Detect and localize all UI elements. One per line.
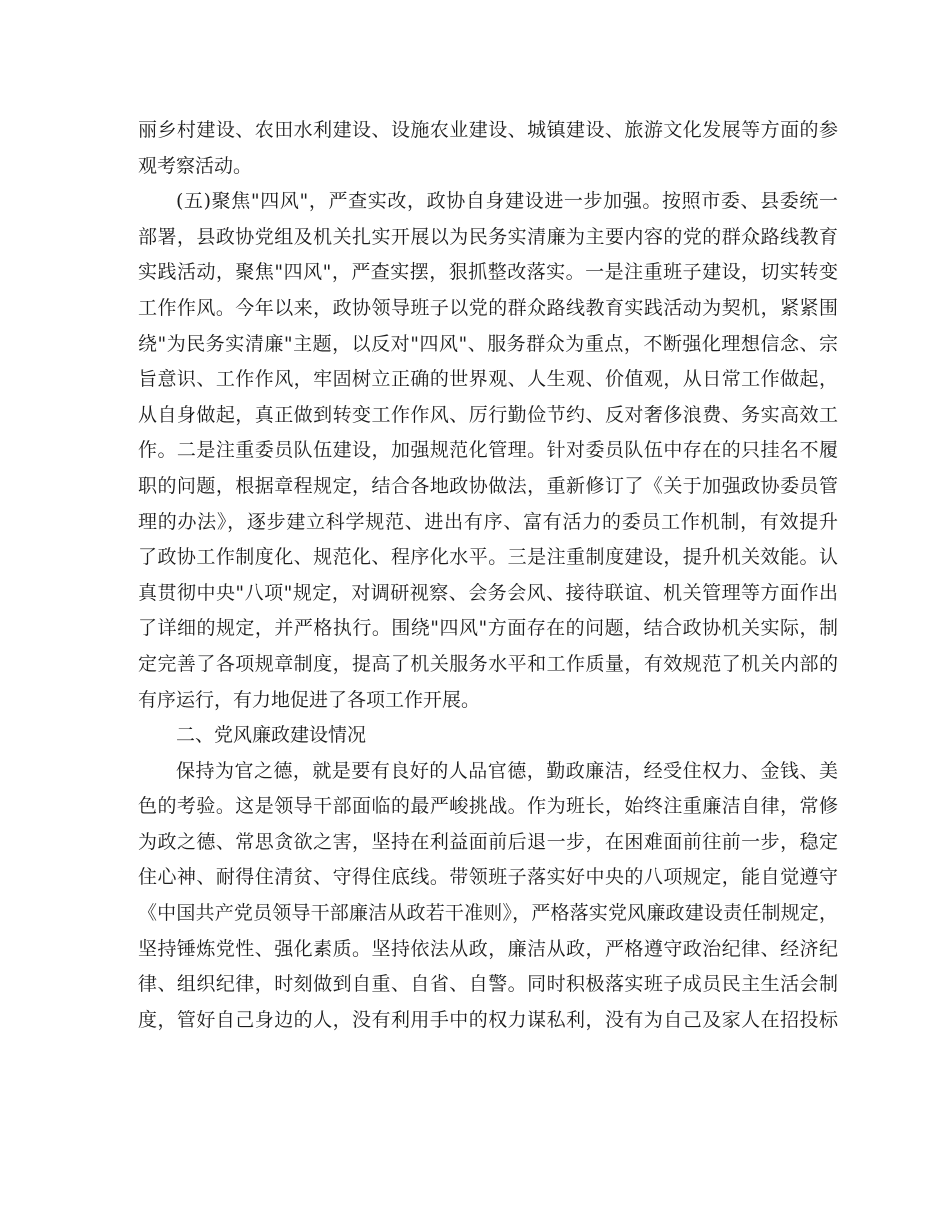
paragraph-line: 了政协工作制度化、规范化、程序化水平。三是注重制度建设，提升机关效能。认 [138, 546, 838, 569]
paragraph-line: 职的问题，根据章程规定，结合各地政协做法，重新修订了《关于加强政协委员管 [138, 474, 838, 497]
paragraph-line: 了详细的规定，并严格执行。围绕"四风"方面存在的问题，结合政协机关实际，制 [138, 617, 838, 640]
paragraph-line: (五)聚焦"四风"，严查实改，政协自身建设进一步加强。按照市委、县委统一 [176, 190, 838, 213]
paragraph-line: 保持为官之德，就是要有良好的人品官德，勤政廉洁，经受住权力、金钱、美 [176, 759, 838, 782]
paragraph-line: 理的办法》，逐步建立科学规范、进出有序、富有活力的委员工作机制，有效提升 [138, 510, 838, 533]
paragraph-line: 从自身做起，真正做到转变工作作风、厉行勤俭节约、反对奢侈浪费、务实高效工 [138, 403, 838, 426]
paragraph-line: 作。二是注重委员队伍建设，加强规范化管理。针对委员队伍中存在的只挂名不履 [138, 439, 838, 462]
body-text [138, 113, 838, 1038]
paragraph-line: 绕"为民务实清廉"主题，以反对"四风"、服务群众为重点，不断强化理想信念、宗 [138, 332, 838, 355]
paragraph-line: 《中国共产党员领导干部廉洁从政若干准则》，严格落实党风廉政建设责任制规定， [138, 902, 838, 925]
paragraph-line: 真贯彻中央"八项"规定，对调研视察、会务会风、接待联谊、机关管理等方面作出 [138, 581, 838, 604]
paragraph-line: 部署，县政协党组及机关扎实开展以为民务实清廉为主要内容的党的群众路线教育 [138, 225, 838, 248]
paragraph-line: 有序运行，有力地促进了各项工作开展。 [138, 688, 481, 711]
paragraph-line: 律、组织纪律，时刻做到自重、自省、自警。同时积极落实班子成员民主生活会制 [138, 973, 838, 996]
paragraph-line: 坚持锤炼党性、强化素质。坚持依法从政，廉洁从政，严格遵守政治纪律、经济纪 [138, 937, 838, 960]
paragraph-line: 工作作风。今年以来，政协领导班子以党的群众路线教育实践活动为契机，紧紧围 [138, 296, 838, 319]
section-heading: 二、党风廉政建设情况 [176, 724, 367, 747]
paragraph-line: 观考察活动。 [138, 154, 253, 177]
paragraph-line: 住心神、耐得住清贫、守得住底线。带领班子落实好中央的八项规定，能自觉遵守 [138, 866, 838, 889]
paragraph-line: 丽乡村建设、农田水利建设、设施农业建设、城镇建设、旅游文化发展等方面的参 [138, 119, 838, 141]
paragraph-line: 度，管好自己身边的人，没有利用手中的权力谋私利，没有为自己及家人在招投标 [138, 1008, 838, 1031]
paragraph-line: 实践活动，聚焦"四风"，严查实摆，狠抓整改落实。一是注重班子建设，切实转变 [138, 261, 838, 284]
paragraph-line: 定完善了各项规章制度，提高了机关服务水平和工作质量，有效规范了机关内部的 [138, 652, 838, 675]
paragraph-line: 旨意识、工作作风，牢固树立正确的世界观、人生观、价值观，从日常工作做起， [138, 368, 838, 391]
paragraph-line: 色的考验。这是领导干部面临的最严峻挑战。作为班长，始终注重廉洁自律，常修 [138, 795, 838, 818]
paragraph-line: 为政之德、常思贪欲之害，坚持在利益面前后退一步，在困难面前往前一步，稳定 [138, 830, 838, 853]
